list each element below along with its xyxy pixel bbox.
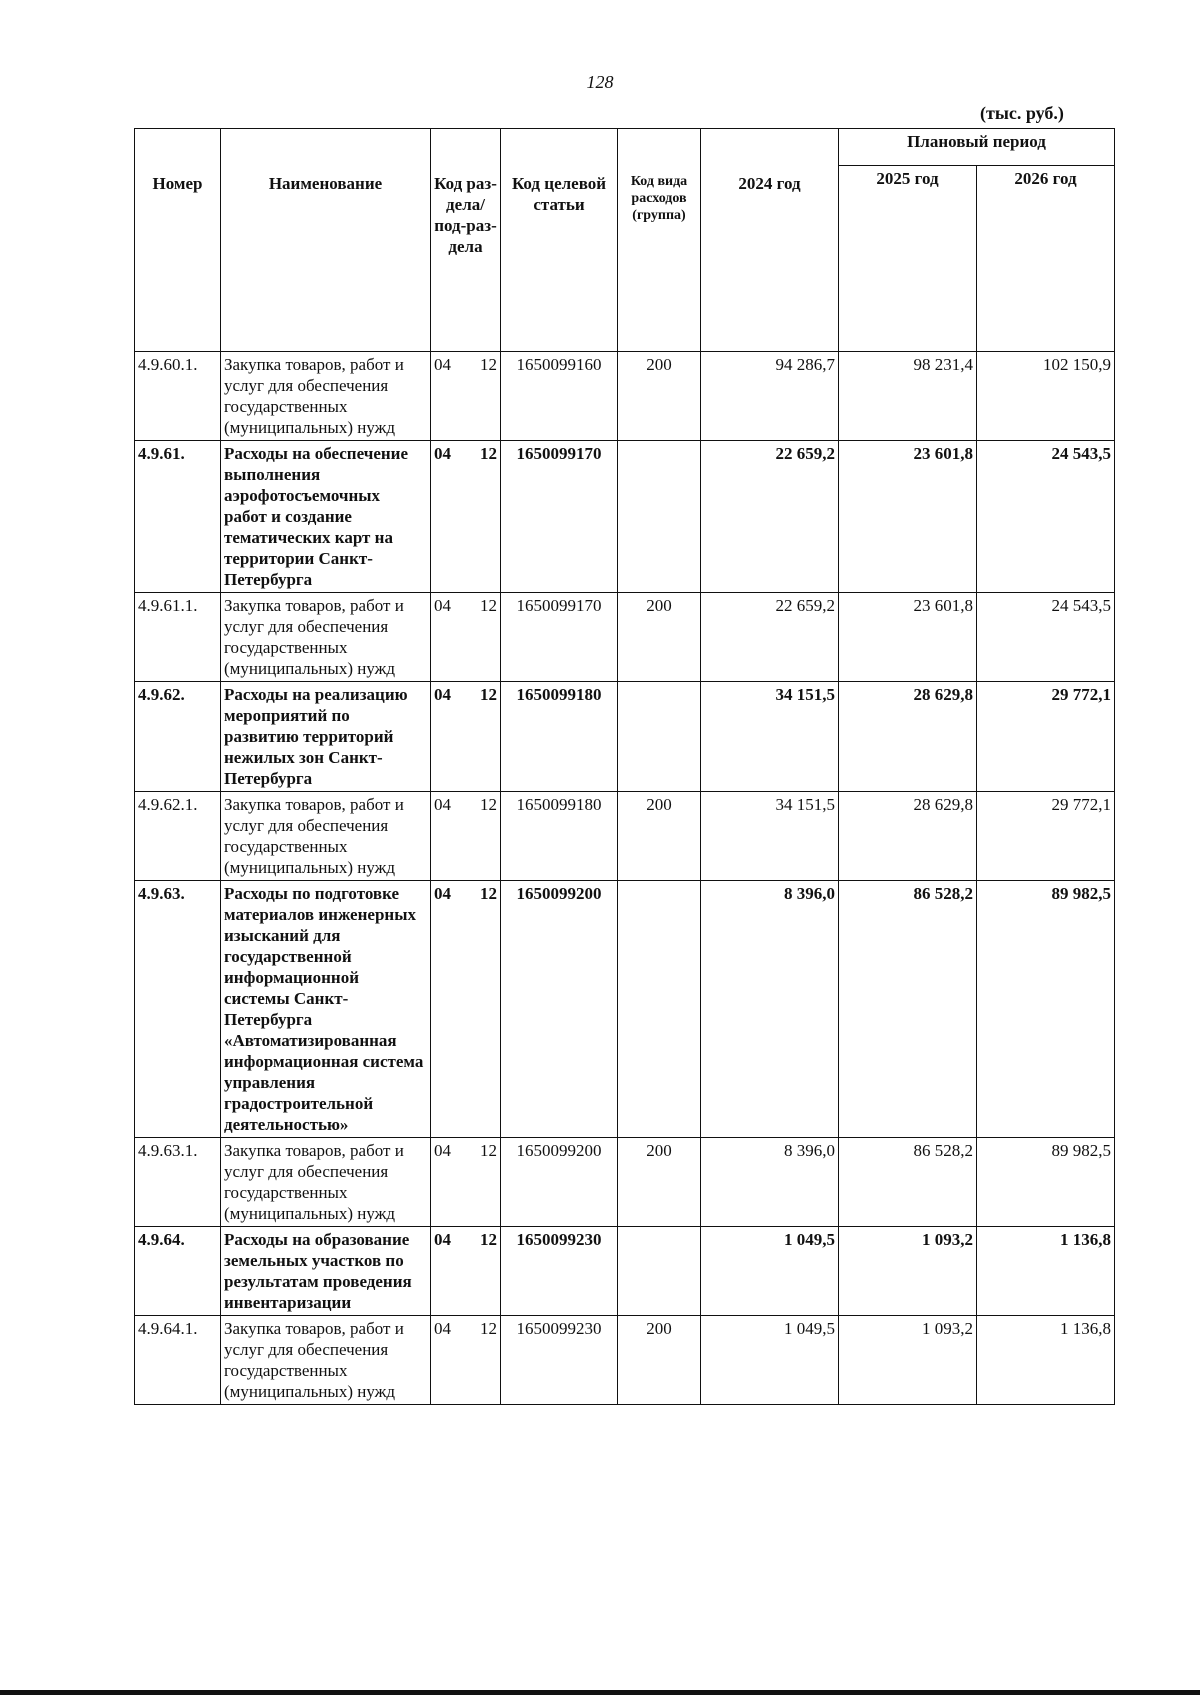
row-section: 04 <box>434 1230 451 1249</box>
row-expense-group: 200 <box>618 1316 701 1405</box>
header-expense-type: Код вида расходов (группа) <box>618 129 701 352</box>
row-section: 04 <box>434 884 451 903</box>
header-planning-period: Плановый период <box>839 129 1115 166</box>
row-number: 4.9.61. <box>135 441 221 593</box>
row-section: 04 <box>434 1141 451 1160</box>
header-2024: 2024 год <box>701 129 839 352</box>
row-target-code: 1650099170 <box>501 593 618 682</box>
header-row-1 <box>135 129 1115 166</box>
row-expense-group: 200 <box>618 352 701 441</box>
page-bottom-border <box>0 1690 1200 1695</box>
page-number: 128 <box>586 72 614 92</box>
table-row <box>135 593 1115 682</box>
row-expense-group <box>618 441 701 593</box>
row-subsection: 12 <box>480 795 497 814</box>
row-number: 4.9.61.1. <box>135 593 221 682</box>
row-amount-2025: 98 231,4 <box>839 352 977 441</box>
row-name: Закупка товаров, работ и услуг для обеспечения государственных (муниципальных) нужд <box>221 352 431 441</box>
row-subsection: 12 <box>480 355 497 374</box>
row-section-code <box>431 1316 501 1405</box>
row-subsection: 12 <box>480 444 497 463</box>
row-name: Закупка товаров, работ и услуг для обеспечения государственных (муниципальных) нужд <box>221 593 431 682</box>
row-amount-2024: 22 659,2 <box>701 441 839 593</box>
row-subsection: 12 <box>480 685 497 704</box>
row-number: 4.9.63.1. <box>135 1138 221 1227</box>
row-amount-2025: 1 093,2 <box>839 1316 977 1405</box>
row-expense-group <box>618 1227 701 1316</box>
row-target-code: 1650099180 <box>501 682 618 792</box>
row-amount-2025: 1 093,2 <box>839 1227 977 1316</box>
row-subsection: 12 <box>480 1141 497 1160</box>
row-section: 04 <box>434 596 451 615</box>
header-2026: 2026 год <box>977 166 1115 352</box>
row-number: 4.9.63. <box>135 881 221 1138</box>
budget-table <box>134 128 1115 1405</box>
row-amount-2025: 28 629,8 <box>839 792 977 881</box>
row-name: Расходы по подготовке материалов инженерных изысканий для государственной информационной системы Санкт-Петербурга «Автоматизированная информационная система управления градостроительной деятельностью» <box>221 881 431 1138</box>
header-2025: 2025 год <box>839 166 977 352</box>
row-number: 4.9.62.1. <box>135 792 221 881</box>
row-number: 4.9.60.1. <box>135 352 221 441</box>
row-section-code <box>431 441 501 593</box>
row-section: 04 <box>434 685 451 704</box>
row-amount-2025: 28 629,8 <box>839 682 977 792</box>
header-target: Код целевой статьи <box>501 129 618 352</box>
row-amount-2024: 1 049,5 <box>701 1227 839 1316</box>
row-section: 04 <box>434 355 451 374</box>
row-amount-2026: 89 982,5 <box>977 1138 1115 1227</box>
row-expense-group <box>618 682 701 792</box>
row-expense-group: 200 <box>618 792 701 881</box>
row-amount-2024: 1 049,5 <box>701 1316 839 1405</box>
row-section-code <box>431 1227 501 1316</box>
table-row <box>135 1316 1115 1405</box>
row-number: 4.9.62. <box>135 682 221 792</box>
row-section-code <box>431 593 501 682</box>
row-number: 4.9.64.1. <box>135 1316 221 1405</box>
units-label: (тыс. руб.) <box>980 103 1064 123</box>
row-name: Расходы на образование земельных участков по результатам проведения инвентаризации <box>221 1227 431 1316</box>
row-amount-2026: 1 136,8 <box>977 1316 1115 1405</box>
row-section-code <box>431 881 501 1138</box>
row-section-code <box>431 1138 501 1227</box>
table-row <box>135 881 1115 1138</box>
row-amount-2026: 24 543,5 <box>977 593 1115 682</box>
row-section: 04 <box>434 1319 451 1338</box>
row-amount-2026: 1 136,8 <box>977 1227 1115 1316</box>
table-row <box>135 1138 1115 1227</box>
row-name: Расходы на реализацию мероприятий по развитию территорий нежилых зон Санкт-Петербурга <box>221 682 431 792</box>
row-section-code <box>431 682 501 792</box>
header-section: Код раз-дела/ под-раз-дела <box>431 129 501 352</box>
row-target-code: 1650099160 <box>501 352 618 441</box>
row-target-code: 1650099230 <box>501 1227 618 1316</box>
row-amount-2024: 94 286,7 <box>701 352 839 441</box>
row-amount-2024: 8 396,0 <box>701 1138 839 1227</box>
row-subsection: 12 <box>480 884 497 903</box>
row-section: 04 <box>434 444 451 463</box>
row-target-code: 1650099200 <box>501 1138 618 1227</box>
row-subsection: 12 <box>480 1230 497 1249</box>
table-row <box>135 682 1115 792</box>
row-amount-2024: 8 396,0 <box>701 881 839 1138</box>
row-name: Закупка товаров, работ и услуг для обеспечения государственных (муниципальных) нужд <box>221 1138 431 1227</box>
row-target-code: 1650099180 <box>501 792 618 881</box>
table-row <box>135 352 1115 441</box>
row-amount-2026: 29 772,1 <box>977 682 1115 792</box>
row-amount-2024: 22 659,2 <box>701 593 839 682</box>
table-row <box>135 792 1115 881</box>
row-expense-group: 200 <box>618 1138 701 1227</box>
row-name: Расходы на обеспечение выполнения аэрофотосъемочных работ и создание тематических карт на территории Санкт-Петербурга <box>221 441 431 593</box>
row-subsection: 12 <box>480 596 497 615</box>
row-expense-group <box>618 881 701 1138</box>
header-number: Номер <box>135 129 221 352</box>
row-expense-group: 200 <box>618 593 701 682</box>
row-section-code <box>431 352 501 441</box>
row-subsection: 12 <box>480 1319 497 1338</box>
row-amount-2025: 23 601,8 <box>839 593 977 682</box>
row-amount-2026: 89 982,5 <box>977 881 1115 1138</box>
row-amount-2026: 29 772,1 <box>977 792 1115 881</box>
row-section-code <box>431 792 501 881</box>
row-amount-2025: 23 601,8 <box>839 441 977 593</box>
header-name: Наименование <box>221 129 431 352</box>
row-target-code: 1650099170 <box>501 441 618 593</box>
row-amount-2024: 34 151,5 <box>701 792 839 881</box>
row-target-code: 1650099230 <box>501 1316 618 1405</box>
row-section: 04 <box>434 795 451 814</box>
table-row <box>135 1227 1115 1316</box>
row-target-code: 1650099200 <box>501 881 618 1138</box>
row-amount-2026: 24 543,5 <box>977 441 1115 593</box>
row-amount-2025: 86 528,2 <box>839 881 977 1138</box>
row-amount-2025: 86 528,2 <box>839 1138 977 1227</box>
row-name: Закупка товаров, работ и услуг для обеспечения государственных (муниципальных) нужд <box>221 1316 431 1405</box>
table-body <box>135 352 1115 1405</box>
row-amount-2024: 34 151,5 <box>701 682 839 792</box>
row-number: 4.9.64. <box>135 1227 221 1316</box>
table-row <box>135 441 1115 593</box>
row-name: Закупка товаров, работ и услуг для обеспечения государственных (муниципальных) нужд <box>221 792 431 881</box>
row-amount-2026: 102 150,9 <box>977 352 1115 441</box>
